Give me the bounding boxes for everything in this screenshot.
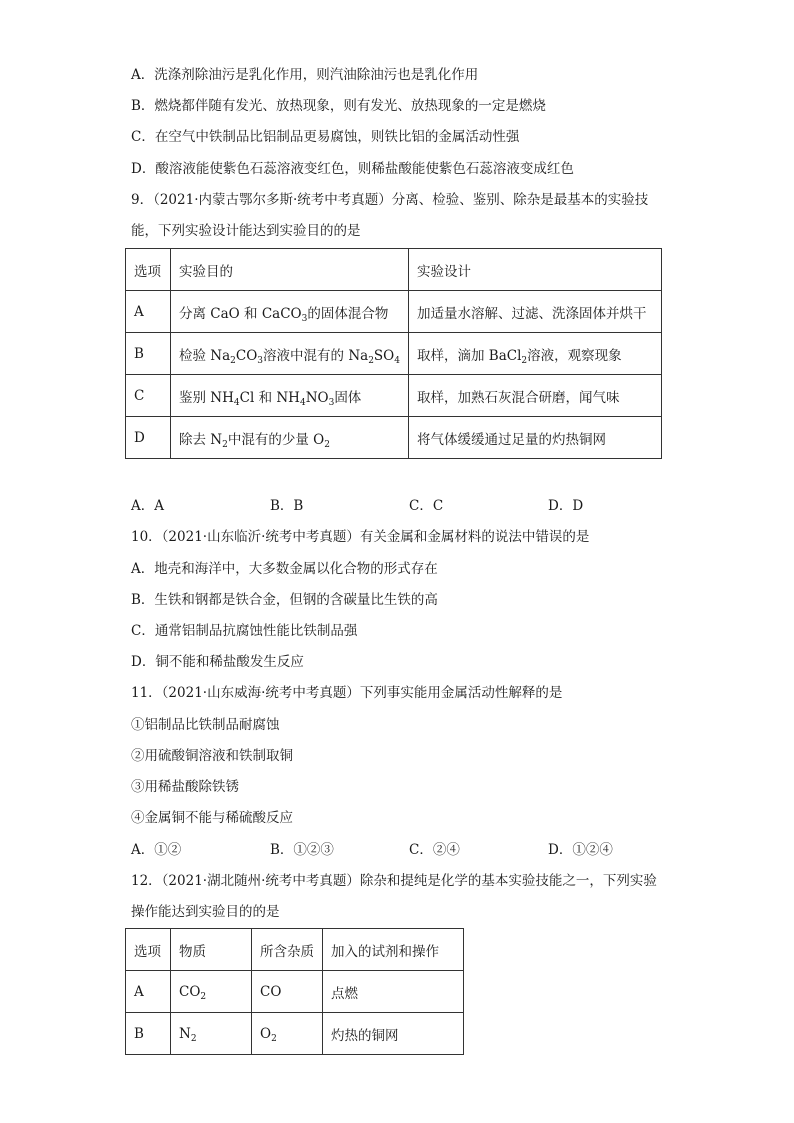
operation-cell: 灼热的铜网 — [323, 1013, 464, 1055]
table-header-cell: 实验目的 — [171, 249, 409, 291]
table-row — [126, 971, 464, 1013]
table-row — [126, 333, 662, 375]
design-cell: 加适量水溶解、过滤、洗涤固体并烘干 — [408, 291, 661, 333]
q9-table — [125, 248, 662, 459]
q10-option-d: D．铜不能和稀盐酸发生反应 — [131, 654, 304, 670]
q8-option-d: D．酸溶液能使紫色石蕊溶液变红色，则稀盐酸能使紫色石蕊溶液变成红色 — [131, 161, 574, 177]
q12-stem-line1: 12．（2021·湖北随州·统考中考真题）除杂和提纯是化学的基本实验技能之一，下列实验 — [131, 873, 657, 889]
q11-choice-a: A．①② — [131, 842, 182, 858]
table-header-cell: 选项 — [126, 249, 171, 291]
q9-choice-d: D．D — [548, 498, 584, 514]
goal-cell: 除去 $N_2$中混有的少量 $O_2$ — [171, 417, 409, 459]
table-row — [126, 417, 662, 459]
q8-option-a: A．洗涤剂除油污是乳化作用，则汽油除油污也是乳化作用 — [131, 67, 479, 83]
q11-item-1: ①铝制品比铁制品耐腐蚀 — [131, 717, 280, 733]
table-header-cell: 实验设计 — [408, 249, 661, 291]
design-cell: 将气体缓缓通过足量的灼热铜网 — [408, 417, 661, 459]
goal-cell: 鉴别 $NH_4Cl$ 和 $NH_4NO_3$固体 — [171, 375, 409, 417]
option-cell: A — [126, 291, 171, 333]
option-cell: A — [126, 971, 171, 1013]
table-header-cell: 所含杂质 — [252, 929, 323, 971]
goal-cell: 分离 CaO 和 CaCO$_3$的固体混合物 — [171, 291, 409, 333]
q9-choice-a: A．A — [131, 498, 164, 514]
q12-table — [125, 928, 464, 1055]
q8-option-c: C．在空气中铁制品比铝制品更易腐蚀，则铁比铝的金属活动性强 — [131, 129, 520, 145]
substance-cell: $CO_2$ — [171, 971, 252, 1013]
q11-choice-b: B．①②③ — [270, 842, 334, 858]
table-header-cell: 选项 — [126, 929, 171, 971]
table-header-cell: 加入的试剂和操作 — [323, 929, 464, 971]
q11-choice-c: C．②④ — [409, 842, 460, 858]
table-row — [126, 375, 662, 417]
q11-stem: 11．（2021·山东威海·统考中考真题）下列事实能用金属活动性解释的是 — [131, 685, 563, 701]
table-header-row — [126, 929, 464, 971]
goal-cell: 检验 $Na_2CO_3$溶液中混有的 $Na_2SO_4$ — [171, 333, 409, 375]
design-cell: 取样，滴加 BaCl$_2$溶液，观察现象 — [408, 333, 661, 375]
table-header-row — [126, 249, 662, 291]
q9-stem-line2: 能，下列实验设计能达到实验目的的是 — [131, 223, 361, 239]
q11-item-3: ③用稀盐酸除铁锈 — [131, 779, 239, 795]
option-cell: C — [126, 375, 171, 417]
design-cell: 取样，加熟石灰混合研磨，闻气味 — [408, 375, 661, 417]
table-row — [126, 291, 662, 333]
q11-item-4: ④金属铜不能与稀硫酸反应 — [131, 810, 293, 826]
q10-option-a: A．地壳和海洋中，大多数金属以化合物的形式存在 — [131, 561, 438, 577]
impurity-cell: $O_2$ — [252, 1013, 323, 1055]
q11-item-2: ②用硫酸铜溶液和铁制取铜 — [131, 748, 293, 764]
table-row — [126, 1013, 464, 1055]
q9-choice-b: B．B — [270, 498, 304, 514]
option-cell: B — [126, 1013, 171, 1055]
q10-stem: 10．（2021·山东临沂·统考中考真题）有关金属和金属材料的说法中错误的是 — [131, 529, 590, 545]
table-header-cell: 物质 — [171, 929, 252, 971]
q9-choice-c: C．C — [409, 498, 444, 514]
q12-stem-line2: 操作能达到实验目的的是 — [131, 904, 280, 920]
option-cell: D — [126, 417, 171, 459]
substance-cell: $N_2$ — [171, 1013, 252, 1055]
q10-option-b: B．生铁和钢都是铁合金，但钢的含碳量比生铁的高 — [131, 592, 438, 608]
option-cell: B — [126, 333, 171, 375]
q8-option-b: B．燃烧都伴随有发光、放热现象，则有发光、放热现象的一定是燃烧 — [131, 98, 546, 114]
impurity-cell: CO — [252, 971, 323, 1013]
q11-choice-d: D．①②④ — [548, 842, 613, 858]
q9-stem-line1: 9．（2021·内蒙古鄂尔多斯·统考中考真题）分离、检验、鉴别、除杂是最基本的实验技 — [131, 192, 649, 208]
operation-cell: 点燃 — [323, 971, 464, 1013]
q10-option-c: C．通常铝制品抗腐蚀性能比铁制品强 — [131, 623, 358, 639]
